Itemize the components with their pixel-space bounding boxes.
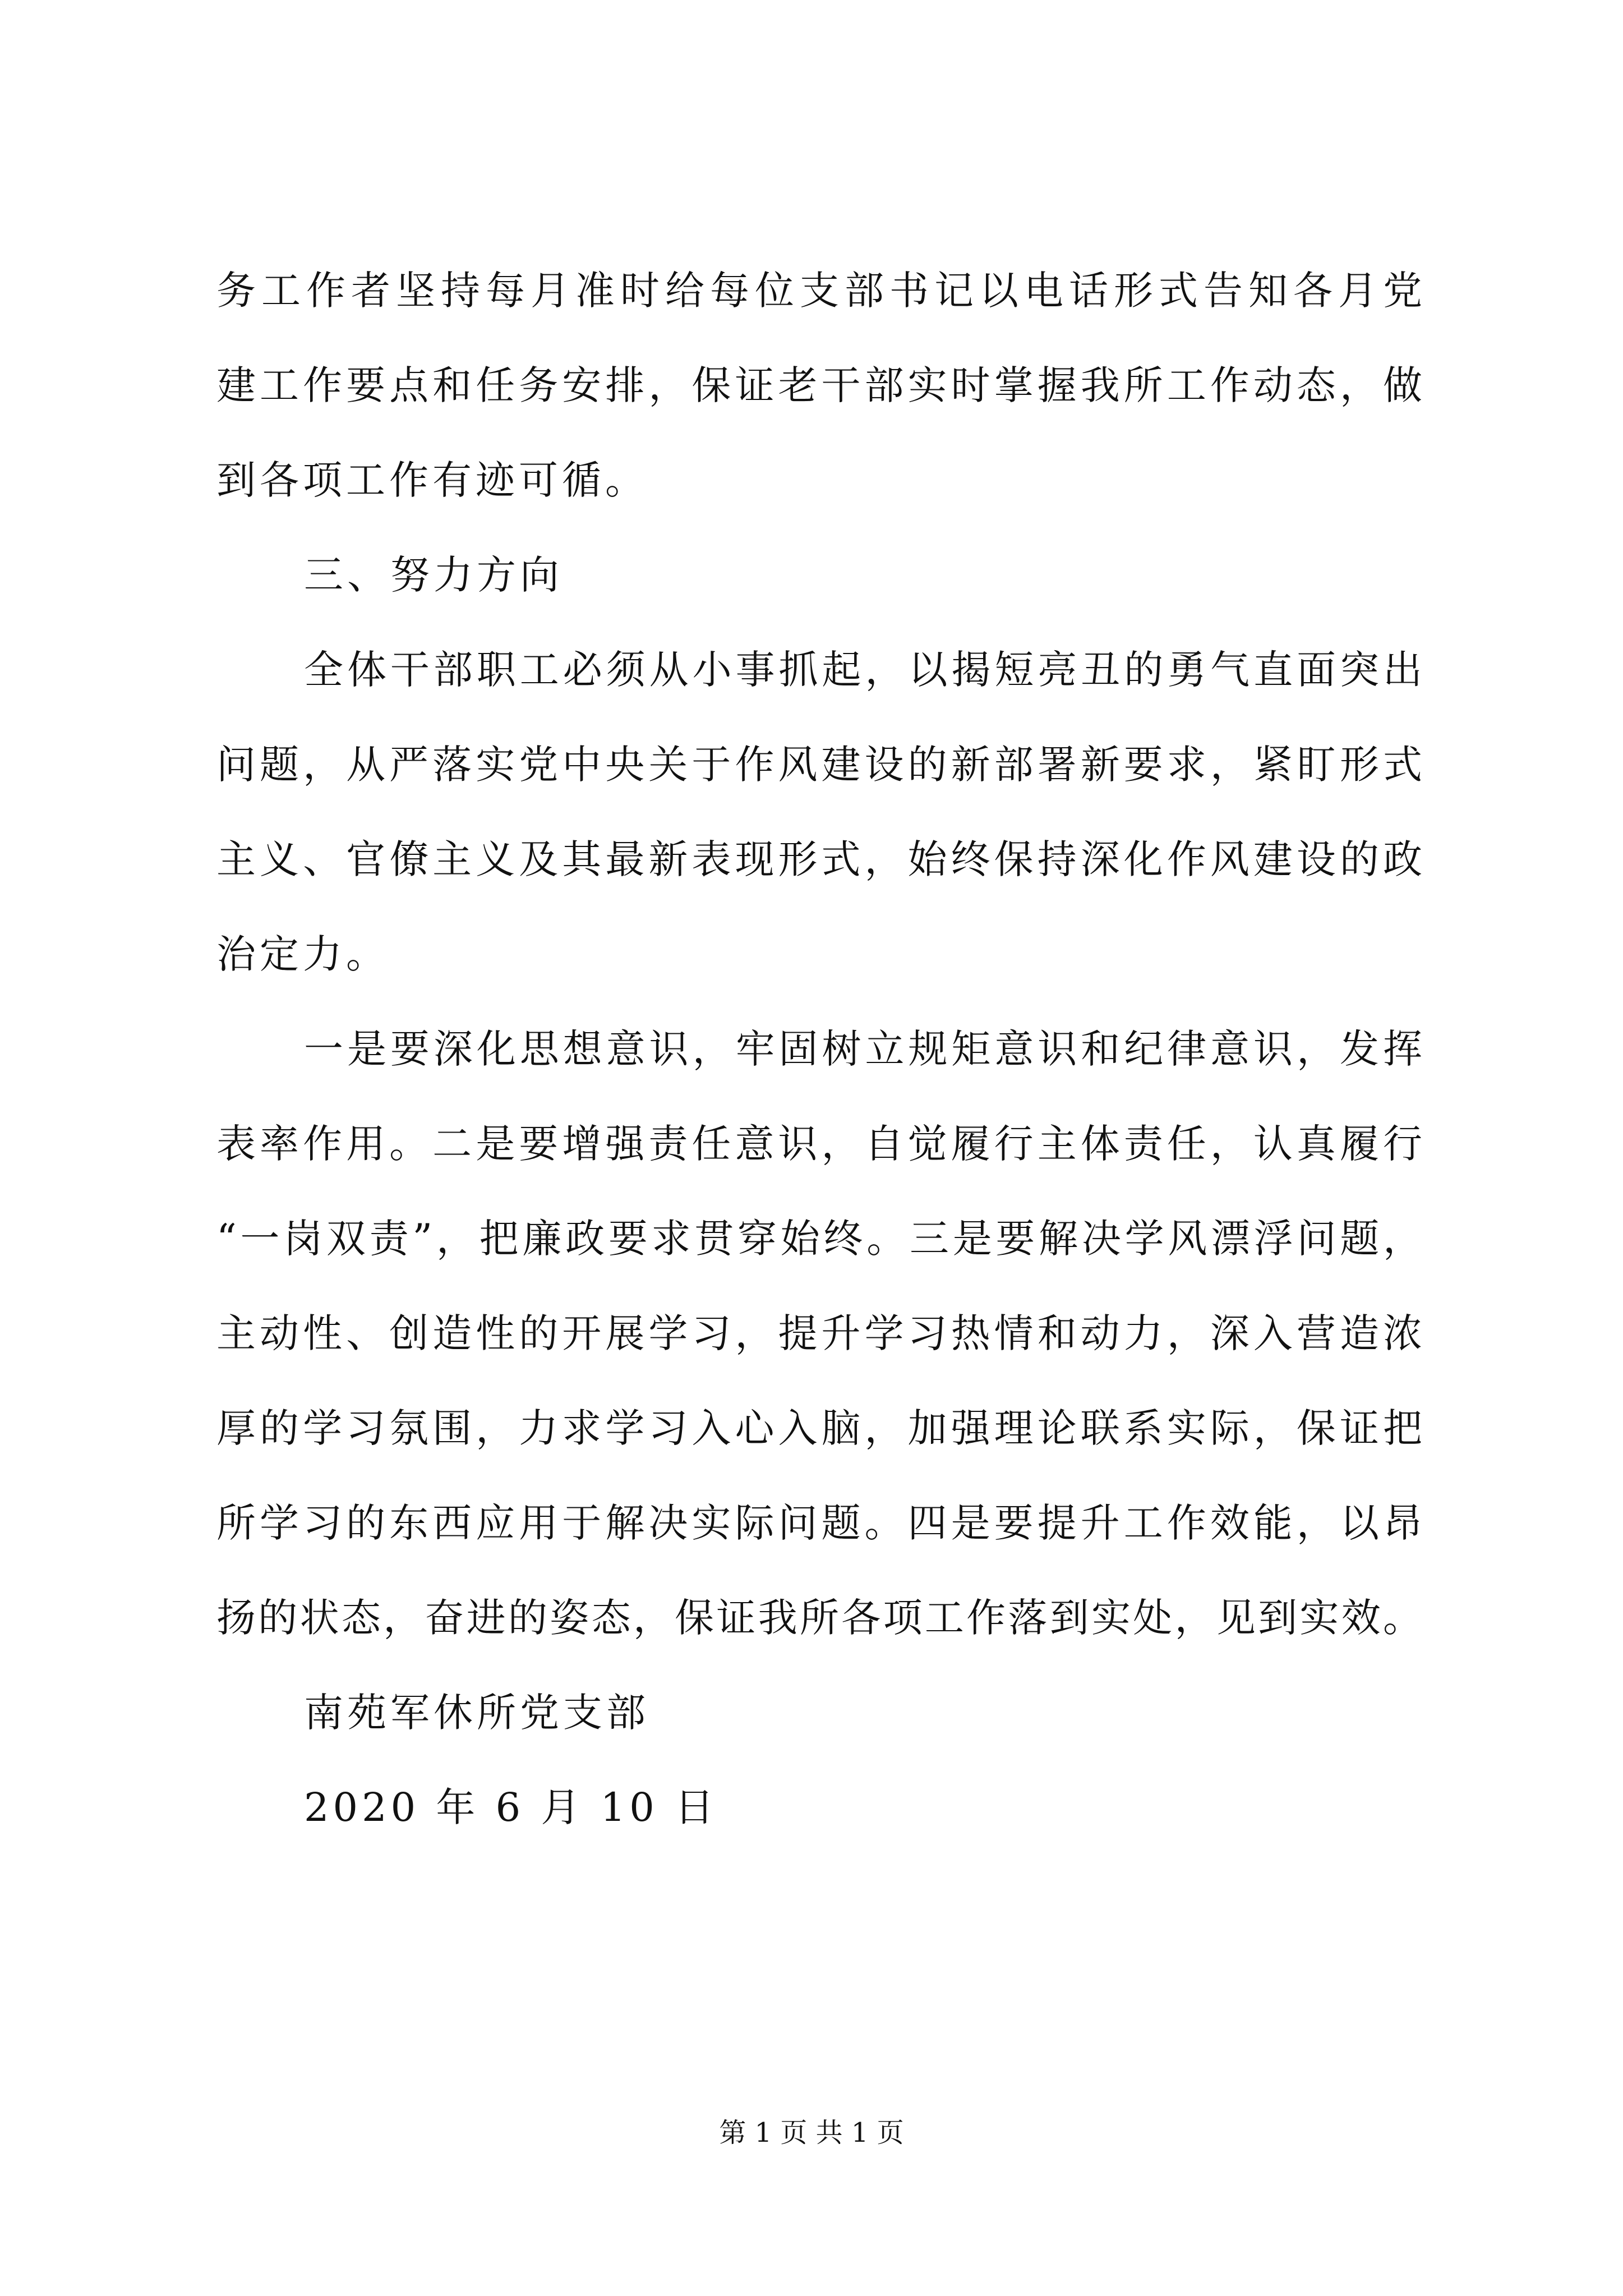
text-line: 全体干部职工必须从小事抓起，以揭短亮丑的勇气直面突出 xyxy=(304,647,1422,693)
section-heading: 三、努力方向 xyxy=(304,552,563,598)
page-number-footer: 第 1 页 共 1 页 xyxy=(719,2117,904,2148)
text-line: 到各项工作有迹可循。 xyxy=(216,457,648,503)
signature-organization: 南苑军休所党支部 xyxy=(304,1690,649,1736)
text-line: 厚的学习氛围，力求学习入心入脑，加强理论联系实际，保证把 xyxy=(216,1405,1422,1451)
signature-date: 2020 年 6 月 10 日 xyxy=(304,1784,718,1830)
text-line: 主义、官僚主义及其最新表现形式，始终保持深化作风建设的政 xyxy=(216,836,1422,882)
text-line: 建工作要点和任务安排，保证老干部实时掌握我所工作动态，做 xyxy=(216,362,1422,408)
text-line: 治定力。 xyxy=(216,931,389,977)
text-line: 问题，从严落实党中央关于作风建设的新部署新要求，紧盯形式 xyxy=(216,742,1422,788)
document-body xyxy=(216,268,1422,1880)
text-line: 表率作用。二是要增强责任意识，自觉履行主体责任，认真履行 xyxy=(216,1121,1422,1167)
text-line: 务工作者坚持每月准时给每位支部书记以电话形式告知各月党 xyxy=(216,268,1422,314)
text-line: “一岗双责”，把廉政要求贯穿始终。三是要解决学风漂浮问题， xyxy=(216,1216,1422,1262)
text-line: 所学习的东西应用于解决实际问题。四是要提升工作效能，以昂 xyxy=(216,1500,1422,1546)
text-line: 一是要深化思想意识，牢固树立规矩意识和纪律意识，发挥 xyxy=(304,1026,1422,1072)
text-line: 扬的状态，奋进的姿态，保证我所各项工作落到实处，见到实效。 xyxy=(216,1595,1422,1641)
text-line: 主动性、创造性的开展学习，提升学习热情和动力，深入营造浓 xyxy=(216,1310,1422,1356)
